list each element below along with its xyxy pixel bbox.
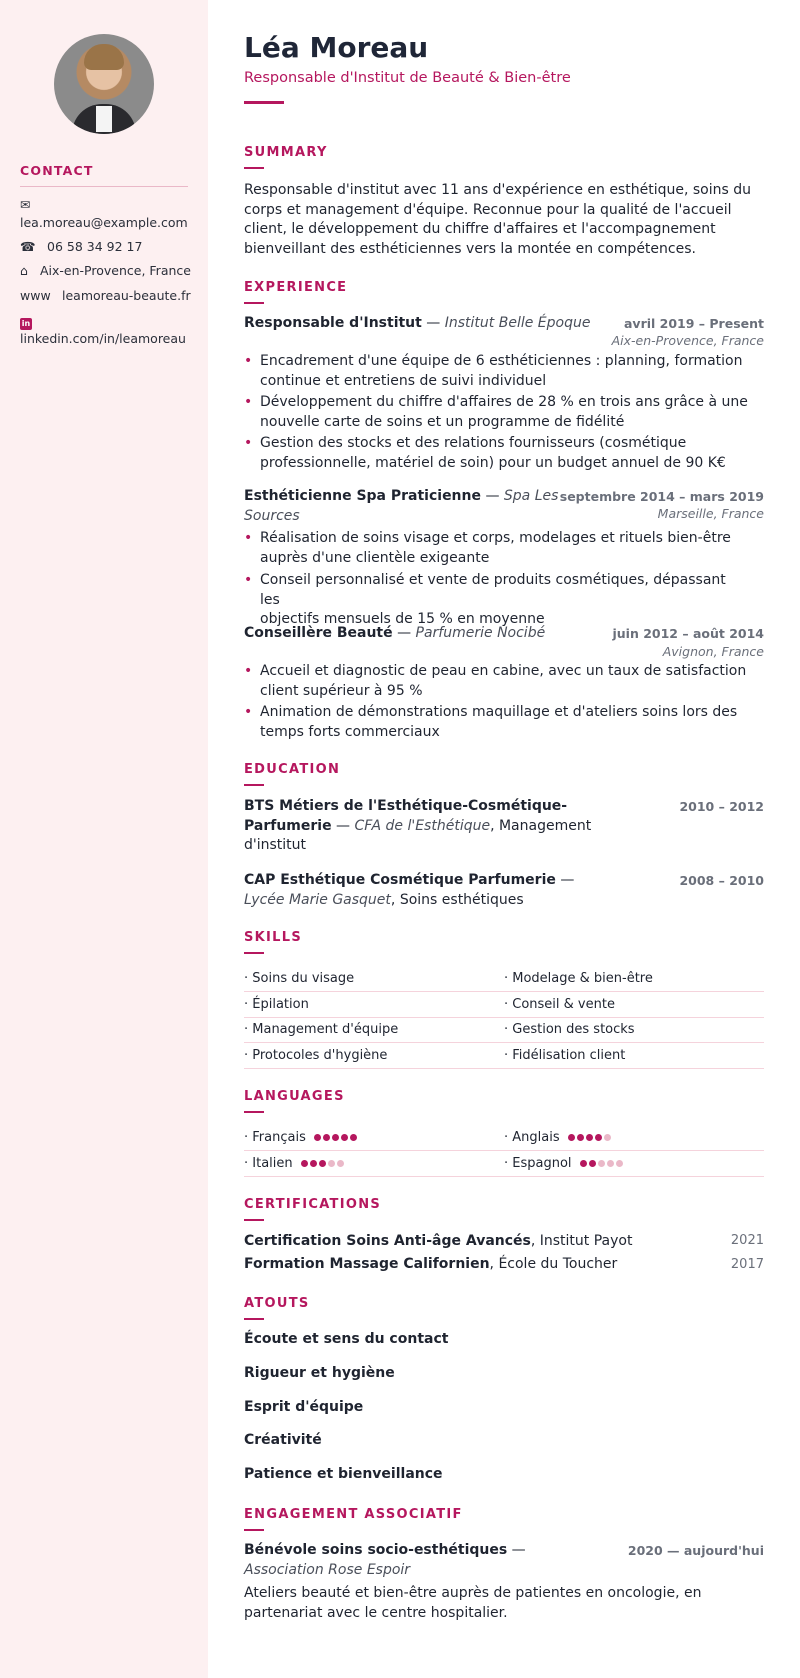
web-icon: www bbox=[20, 288, 51, 303]
engagement-title-line: Bénévole soins socio-esthétiques — bbox=[244, 1542, 526, 1558]
contact-phone-row bbox=[20, 239, 142, 254]
job-2-org-continued: Sources bbox=[244, 508, 300, 524]
skill-item: · Management d'équipe bbox=[244, 1022, 399, 1037]
atout-item: Esprit d'équipe bbox=[244, 1399, 364, 1415]
job-2-dates: septembre 2014 – mars 2019 bbox=[559, 489, 764, 504]
contact-heading: CONTACT bbox=[20, 163, 94, 178]
sidebar bbox=[0, 0, 208, 1678]
linkedin-icon: in bbox=[21, 319, 31, 328]
job-3-bullet: • Accueil et diagnostic de peau en cabine, avec un taux de satisfaction client supérieur à 95 % bbox=[244, 663, 747, 699]
contact-location: Aix-en-Provence, France bbox=[40, 263, 191, 278]
job-title: Conseillère Beauté bbox=[244, 625, 393, 641]
job-1-bullet: • Développement du chiffre d'affaires de 28 % en trois ans grâce à une nouvelle carte de soins et un programme de fidélité bbox=[244, 394, 748, 430]
certification-year: 2021 bbox=[730, 1233, 764, 1248]
location-icon: ⌂ bbox=[20, 263, 28, 278]
contact-linkedin-icon-row bbox=[20, 314, 32, 330]
engagement-dates: 2020 — aujourd'hui bbox=[627, 1543, 764, 1558]
education-dates: 2010 – 2012 bbox=[679, 799, 764, 814]
language-item: · Italien bbox=[244, 1156, 346, 1171]
skills-row-divider bbox=[244, 1068, 764, 1069]
skill-item: · Gestion des stocks bbox=[504, 1022, 635, 1037]
language-level-dots bbox=[580, 1156, 625, 1171]
contact-website[interactable]: leamoreau-beaute.fr bbox=[62, 288, 191, 303]
summary-heading: SUMMARY bbox=[244, 145, 328, 160]
atout-item: Écoute et sens du contact bbox=[244, 1331, 449, 1347]
job-2-bullet: • Réalisation de soins visage et corps, modelages et rituels bien-être auprès d'une clientèle exigeante bbox=[244, 530, 731, 566]
level-dot bbox=[577, 1134, 584, 1141]
job-title: Responsable d'Institut bbox=[244, 315, 422, 331]
skills-heading: SKILLS bbox=[244, 930, 303, 945]
atout-item: Patience et bienveillance bbox=[244, 1466, 443, 1482]
job-3-title-line: Conseillère Beauté — Parfumerie Nocibé bbox=[244, 625, 546, 641]
candidate-role: Responsable d'Institut de Beauté & Bien-être bbox=[244, 70, 571, 86]
level-dot bbox=[310, 1160, 317, 1167]
phone-icon: ☎ bbox=[20, 239, 36, 254]
job-1-bullet: • Gestion des stocks et des relations fournisseurs (cosmétique professionnelle, matériel de soin) pour un budget annuel de 90 K€ bbox=[244, 435, 726, 471]
contact-phone[interactable]: 06 58 34 92 17 bbox=[47, 239, 143, 254]
level-dot bbox=[580, 1160, 587, 1167]
job-1-dates: avril 2019 – Present bbox=[623, 316, 764, 331]
summary-text: Responsable d'institut avec 11 ans d'expérience en esthétique, soins du corps et management d'équipe. Reconnue pour la qualité de l'accueil client, le développement du chiffre d'affaires et l'accompagnement bienveillant des esthéticiennes vers la montée en compétences. bbox=[244, 182, 751, 257]
job-1-title-line: Responsable d'Institut — Institut Belle Époque bbox=[244, 315, 591, 331]
language-level-dots bbox=[314, 1130, 359, 1145]
job-2-title-line: Esthéticienne Spa Praticienne — Spa Les bbox=[244, 488, 559, 504]
skill-item: · Soins du visage bbox=[244, 971, 355, 986]
skill-item: · Protocoles d'hygiène bbox=[244, 1048, 388, 1063]
education-item: BTS Métiers de l'Esthétique-Cosmétique- Parfumerie — CFA de l'Esthétique, Management d'institut bbox=[244, 798, 592, 853]
certification-item: Certification Soins Anti-âge Avancés, Institut Payot bbox=[244, 1233, 633, 1249]
experience-accent bbox=[244, 302, 264, 304]
language-level-dots bbox=[301, 1156, 346, 1171]
job-2-location: Marseille, France bbox=[657, 506, 764, 521]
level-dot bbox=[616, 1160, 623, 1167]
job-3-bullet: • Animation de démonstrations maquillage et d'ateliers soins lors des temps forts commerciaux bbox=[244, 704, 738, 740]
job-1-bullet: • Encadrement d'une équipe de 6 esthéticiennes : planning, formation continue et entretiens de suivi individuel bbox=[244, 353, 743, 389]
level-dot bbox=[568, 1134, 575, 1141]
engagement-heading: ENGAGEMENT ASSOCIATIF bbox=[244, 1507, 463, 1522]
atouts-accent bbox=[244, 1318, 264, 1320]
level-dot bbox=[607, 1160, 614, 1167]
skill-item: · Fidélisation client bbox=[504, 1048, 626, 1063]
job-1-location: Aix-en-Provence, France bbox=[611, 333, 764, 348]
level-dot bbox=[319, 1160, 326, 1167]
level-dot bbox=[301, 1160, 308, 1167]
job-title: Esthéticienne Spa Praticienne bbox=[244, 488, 481, 504]
engagement-accent bbox=[244, 1529, 264, 1531]
skills-row-divider bbox=[244, 1017, 764, 1018]
language-item: · Français bbox=[244, 1130, 359, 1145]
education-accent bbox=[244, 784, 264, 786]
education-item: CAP Esthétique Cosmétique Parfumerie — Lycée Marie Gasquet, Soins esthétiques bbox=[244, 872, 575, 908]
level-dot bbox=[586, 1134, 593, 1141]
level-dot bbox=[341, 1134, 348, 1141]
education-dates: 2008 – 2010 bbox=[679, 873, 764, 888]
summary-accent bbox=[244, 167, 264, 169]
atout-item: Créativité bbox=[244, 1432, 322, 1448]
candidate-name: Léa Moreau bbox=[244, 31, 429, 64]
profile-photo bbox=[54, 34, 154, 134]
languages-row-divider bbox=[244, 1176, 764, 1177]
job-2-bullet: • Conseil personnalisé et vente de produits cosmétiques, dépassant les objectifs mensuels de 15 % en moyenne bbox=[244, 572, 726, 627]
atouts-heading: ATOUTS bbox=[244, 1296, 310, 1311]
skills-row-divider bbox=[244, 991, 764, 992]
contact-website-row bbox=[20, 288, 191, 303]
contact-linkedin[interactable]: linkedin.com/in/leamoreau bbox=[20, 331, 186, 346]
level-dot bbox=[332, 1134, 339, 1141]
level-dot bbox=[323, 1134, 330, 1141]
contact-email[interactable]: lea.moreau@example.com bbox=[20, 215, 188, 230]
certification-year: 2017 bbox=[730, 1257, 764, 1272]
job-3-location: Avignon, France bbox=[662, 644, 764, 659]
education-heading: EDUCATION bbox=[244, 762, 341, 777]
engagement-org: Association Rose Espoir bbox=[244, 1562, 411, 1578]
language-level-dots bbox=[568, 1130, 613, 1145]
contact-location-row bbox=[20, 263, 191, 278]
level-dot bbox=[598, 1160, 605, 1167]
job-org: Institut Belle Époque bbox=[444, 315, 591, 331]
engagement-description: Ateliers beauté et bien-être auprès de patientes en oncologie, en partenariat avec le centre hospitalier. bbox=[244, 1585, 702, 1621]
skill-item: · Modelage & bien-être bbox=[504, 971, 653, 986]
languages-row-divider bbox=[244, 1150, 764, 1151]
level-dot bbox=[314, 1134, 321, 1141]
experience-heading: EXPERIENCE bbox=[244, 280, 348, 295]
atout-item: Rigueur et hygiène bbox=[244, 1365, 395, 1381]
level-dot bbox=[328, 1160, 335, 1167]
contact-email-icon-row bbox=[20, 197, 30, 212]
level-dot bbox=[595, 1134, 602, 1141]
skill-item: · Épilation bbox=[244, 997, 309, 1012]
certifications-accent bbox=[244, 1219, 264, 1221]
header-accent bbox=[244, 101, 284, 104]
languages-heading: LANGUAGES bbox=[244, 1089, 345, 1104]
languages-accent bbox=[244, 1111, 264, 1113]
skills-row-divider bbox=[244, 1042, 764, 1043]
skills-accent bbox=[244, 952, 264, 954]
certification-item: Formation Massage Californien, École du Toucher bbox=[244, 1256, 618, 1272]
language-item: · Espagnol bbox=[504, 1156, 625, 1171]
language-item: · Anglais bbox=[504, 1130, 613, 1145]
level-dot bbox=[589, 1160, 596, 1167]
skill-item: · Conseil & vente bbox=[504, 997, 615, 1012]
level-dot bbox=[604, 1134, 611, 1141]
contact-divider bbox=[20, 186, 188, 187]
level-dot bbox=[337, 1160, 344, 1167]
mail-icon: ✉ bbox=[20, 197, 31, 212]
certifications-heading: CERTIFICATIONS bbox=[244, 1197, 382, 1212]
level-dot bbox=[350, 1134, 357, 1141]
job-3-dates: juin 2012 – août 2014 bbox=[612, 626, 764, 641]
